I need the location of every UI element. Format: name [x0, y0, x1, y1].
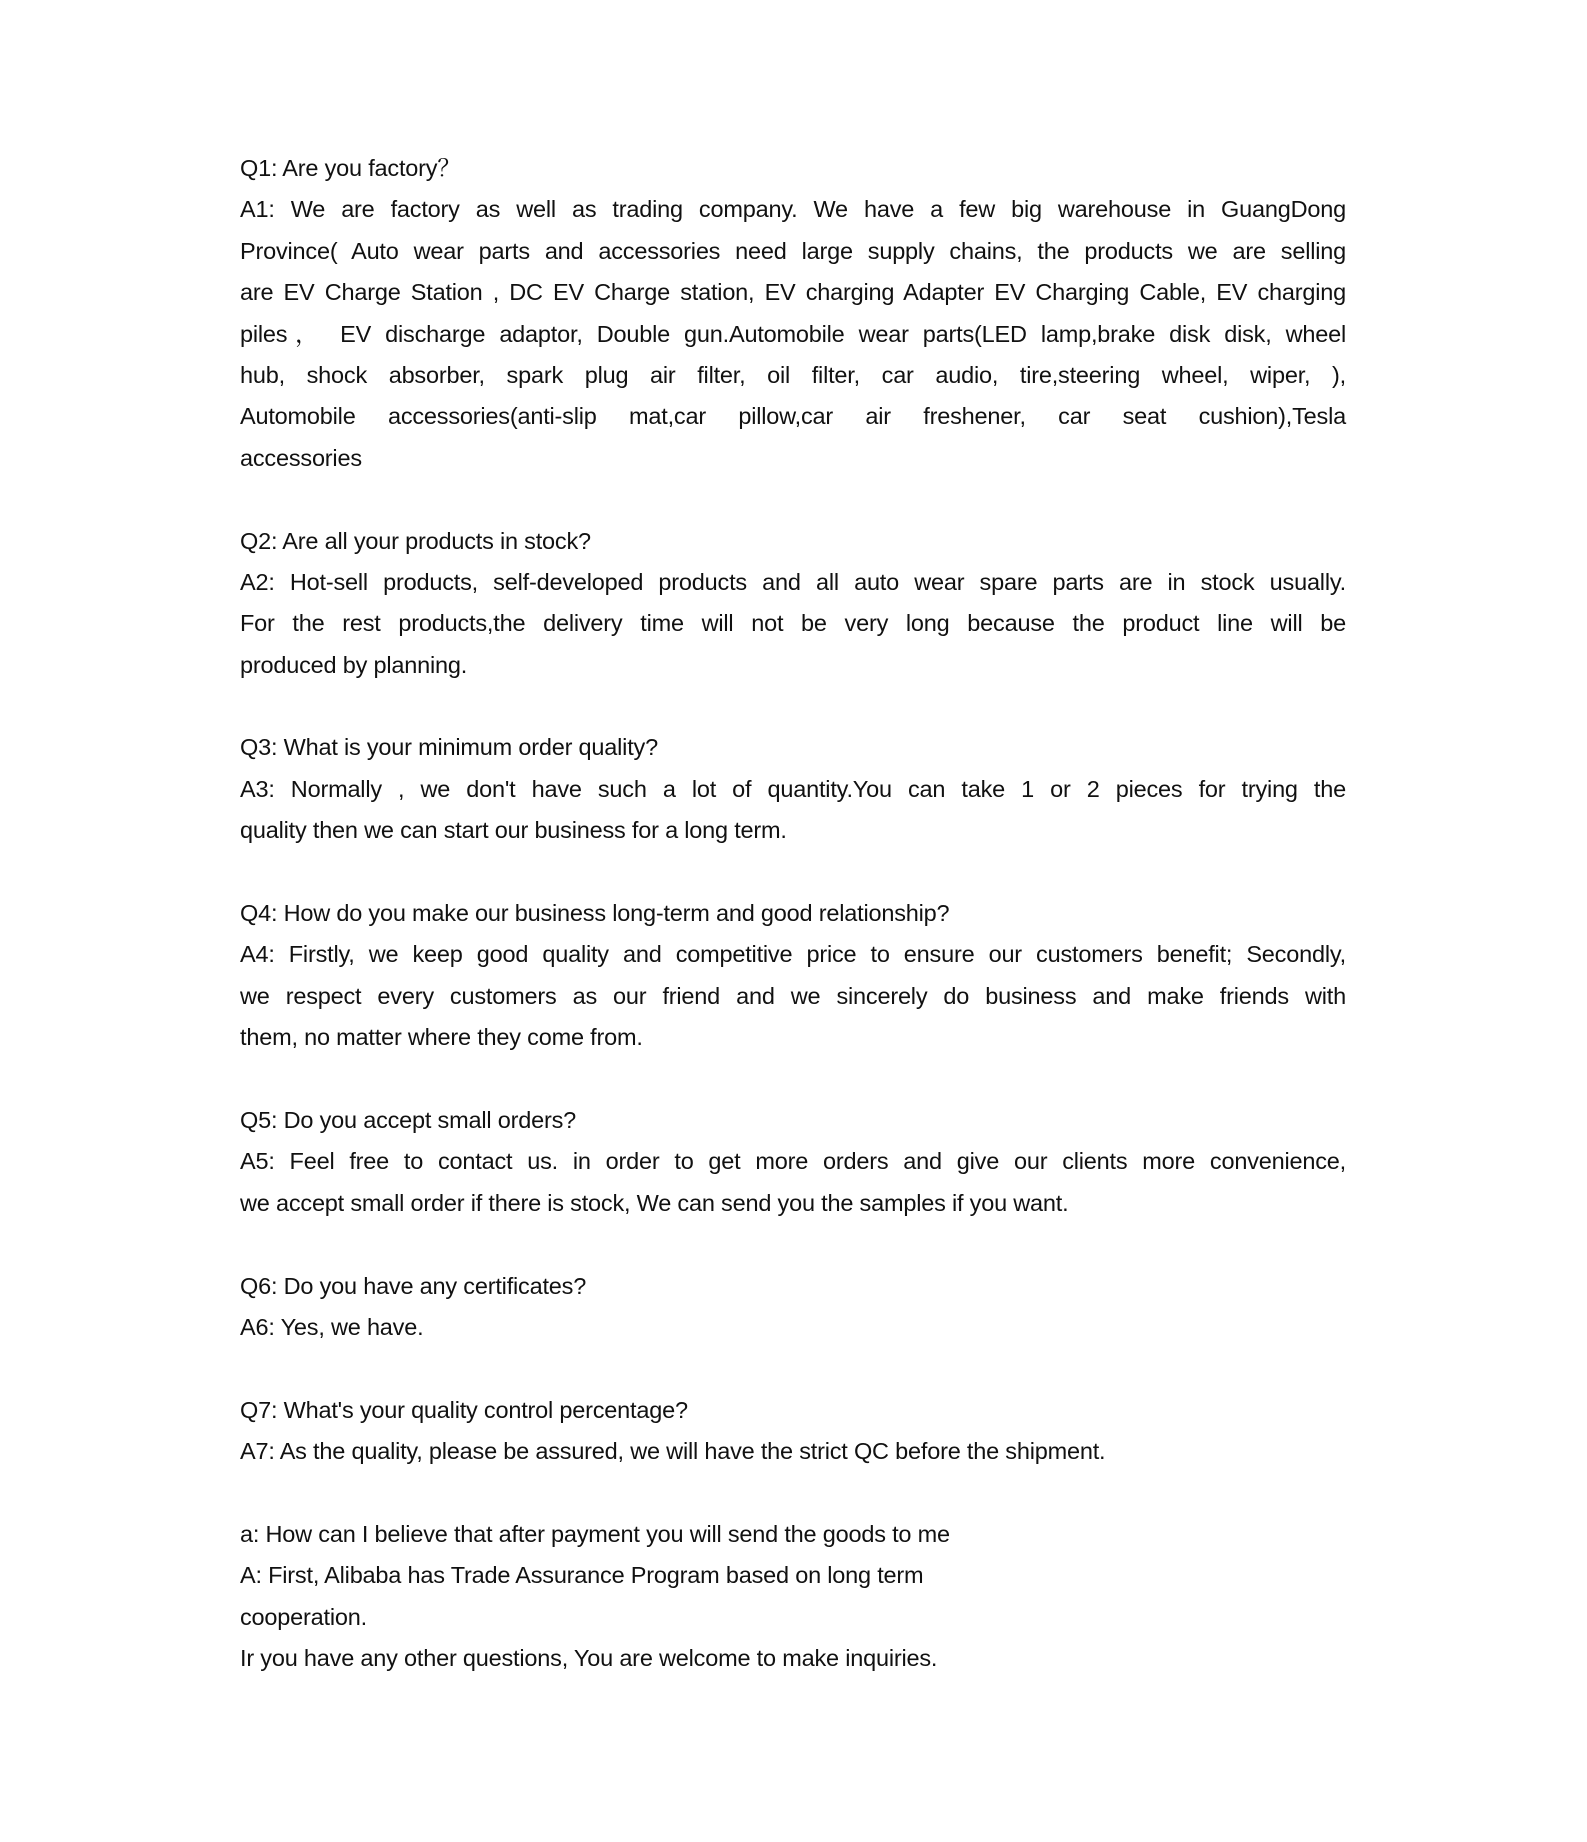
- faq-answer-line: we accept small order if there is stock, We can send you the samples if you want.: [240, 1189, 1069, 1216]
- faq-answer-line: them, no matter where they come from.: [240, 1024, 643, 1051]
- paragraph-spacer: [240, 1348, 1346, 1389]
- paragraph-spacer: [240, 1473, 1346, 1514]
- faq-item-5: [240, 1100, 1346, 1224]
- closing-note: Ir you have any other questions, You are welcome to make inquiries.: [240, 1645, 938, 1672]
- paragraph-spacer: [240, 852, 1346, 893]
- faq-answer-line: hub, shock absorber, spark plug air filter, oil filter, car audio, tire,steering wheel, wiper, ),: [240, 361, 1346, 388]
- faq-answer-line: A6: Yes, we have.: [240, 1313, 424, 1340]
- faq-answer-line: A2: Hot-sell products, self-developed products and all auto wear spare parts are in stock usually.: [240, 568, 1346, 595]
- faq-question: Q1: Are you factory？: [240, 155, 461, 181]
- faq-question: Q7: What's your quality control percentage?: [240, 1396, 688, 1423]
- paragraph-spacer: [240, 479, 1346, 520]
- faq-item-7: [240, 1390, 1346, 1473]
- faq-question: Q5: Do you accept small orders?: [240, 1106, 577, 1133]
- faq-answer-line: A7: As the quality, please be assured, we will have the strict QC before the shipment.: [240, 1438, 1106, 1465]
- paragraph-spacer: [240, 686, 1346, 727]
- faq-answer-line: Province( Auto wear parts and accessories need large supply chains, the products we are selling: [240, 237, 1346, 264]
- faq-content: [240, 148, 1346, 1679]
- faq-answer-line: are EV Charge Station , DC EV Charge station, EV charging Adapter EV Charging Cable, EV charging: [240, 279, 1346, 306]
- faq-question: a: How can I believe that after payment you will send the goods to me: [240, 1520, 950, 1547]
- faq-item-3: [240, 727, 1346, 851]
- faq-answer-line: A3: Normally , we don't have such a lot of quantity.You can take 1 or 2 pieces for trying the: [240, 775, 1346, 802]
- faq-answer-line: A1: We are factory as well as trading company. We have a few big warehouse in GuangDong: [240, 196, 1346, 223]
- faq-answer-line: Automobile accessories(anti-slip mat,car pillow,car air freshener, car seat cushion),Tesla: [240, 403, 1346, 430]
- paragraph-spacer: [240, 1224, 1346, 1265]
- faq-item-4: [240, 893, 1346, 1059]
- faq-item-1: [240, 148, 1346, 479]
- faq-answer-line: quality then we can start our business for a long term.: [240, 817, 787, 844]
- paragraph-spacer: [240, 1059, 1346, 1100]
- faq-answer-line: produced by planning.: [240, 651, 468, 678]
- faq-answer-line: A4: Firstly, we keep good quality and competitive price to ensure our customers benefit; Secondly,: [240, 941, 1346, 968]
- faq-question: Q3: What is your minimum order quality?: [240, 734, 658, 761]
- faq-answer-line: A: First, Alibaba has Trade Assurance Program based on long term: [240, 1562, 924, 1589]
- faq-answer-line: accessories: [240, 444, 362, 471]
- faq-question: Q4: How do you make our business long-term and good relationship?: [240, 900, 950, 927]
- faq-answer-line: piles， EV discharge adaptor, Double gun.Automobile wear parts(LED lamp,brake disk disk, wheel: [240, 320, 1346, 347]
- faq-answer-line: For the rest products,the delivery time will not be very long because the product line will be: [240, 610, 1346, 637]
- faq-item-6: [240, 1266, 1346, 1349]
- faq-item-2: [240, 521, 1346, 687]
- faq-question: Q6: Do you have any certificates?: [240, 1272, 587, 1299]
- faq-question: Q2: Are all your products in stock?: [240, 527, 591, 554]
- faq-item-payment: [240, 1514, 1346, 1680]
- faq-answer-line: cooperation.: [240, 1603, 367, 1630]
- faq-answer-line: we respect every customers as our friend and we sincerely do business and make friends with: [240, 982, 1346, 1009]
- faq-answer-line: A5: Feel free to contact us. in order to get more orders and give our clients more convenience,: [240, 1148, 1346, 1175]
